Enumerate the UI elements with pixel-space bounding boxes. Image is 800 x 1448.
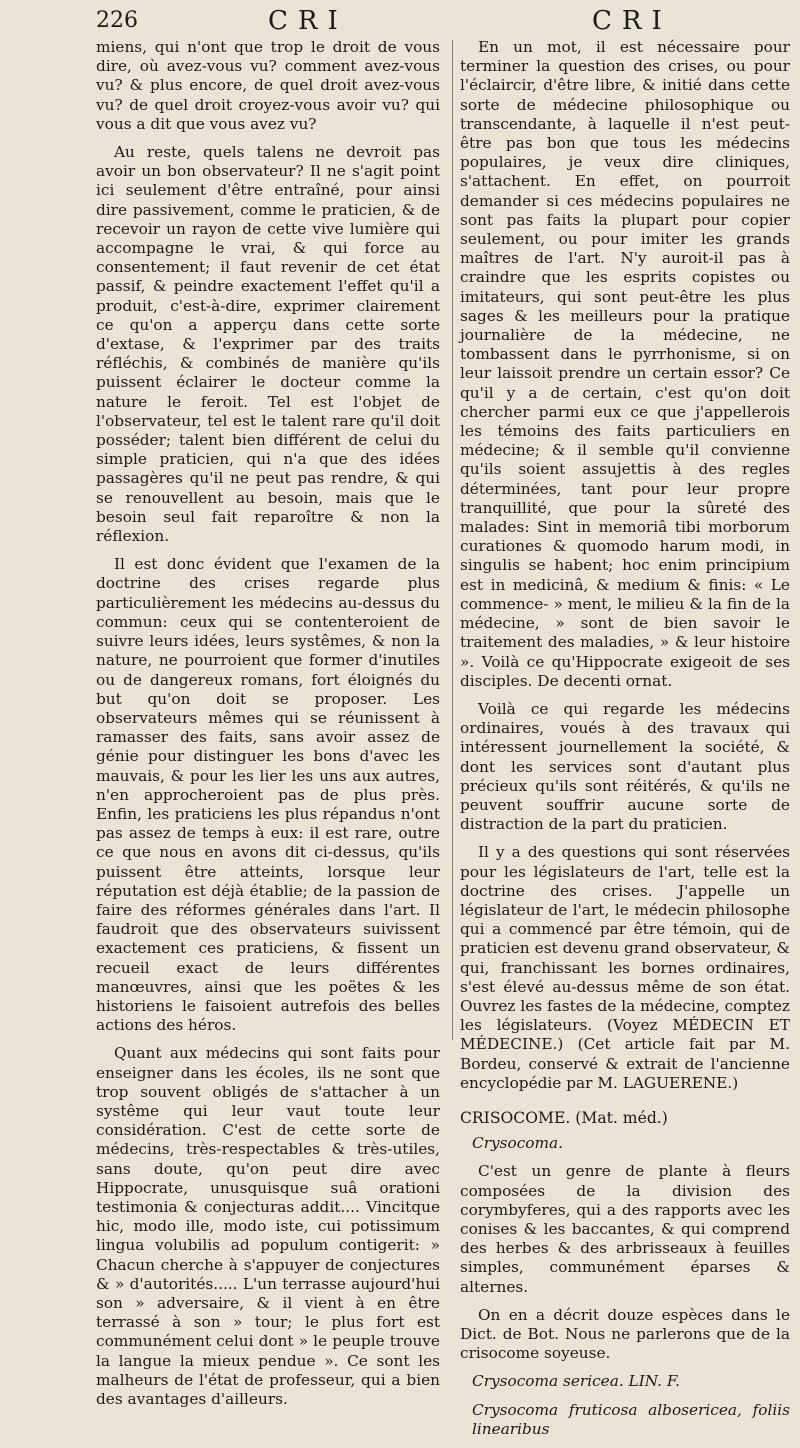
- species-line: Crysocoma sericea. LIN. F.: [472, 1372, 680, 1391]
- right-column: [460, 38, 790, 1448]
- column-divider: [452, 40, 453, 1040]
- left-paragraph: Quant aux médecins qui sont faits pour enseigner dans les écoles, ils ne sont que trop souvent obligés de s'attacher à un systême qui leur vaut toute leur considération. C'est de cette sorte de médecins, très-respectables & très-utiles, sans doute, qu'on peut dire avec Hippocrate, unusquisque suâ orationi testimonia & conjecturas addit.... Vincitque hic, modo ille, modo iste, cui potissimum lingua volubilis ad populum contigerit: » Chacun cherche à s'appuyer de conjectures & » d'autorités..... L'un terrasse aujourd'hui son » adversaire, & il vient à en être terrassé à son » tour; le plus fort est communément celui dont » le peuple trouve la langue la mieux pendue ». Ce sont les malheurs de l'état de professeur, qui a bien des avantages d'ailleurs.: [96, 1044, 440, 1409]
- article-paragraph: On en a décrit douze espèces dans le Dict. de Bot. Nous ne parlerons que de la crisocome soyeuse.: [460, 1305, 790, 1363]
- right-paragraph: Voilà ce qui regarde les médecins ordinaires, voués à des travaux qui intéressent journellement la société, & dont les services sont d'autant plus précieux qu'ils sont réitérés, & qu'ils ne peuvent souffrir aucune sorte de distraction de la part du praticien.: [460, 699, 790, 834]
- running-head-left: CRI: [268, 6, 348, 36]
- right-paragraph: En un mot, il est nécessaire pour terminer la question des crises, ou pour l'éclaircir, d'être libre, & initié dans cette sorte de médecine philosophique ou transcendante, à laquelle il n'est peut-être pas bon que tous les médecins populaires, je veux dire cliniques, s'attachent. En effet, on pourroit demander si ces médecins populaires ne sont pas faits la plupart pour copier seulement, ou pour imiter les grands maîtres de l'art. N'y auroit-il pas à craindre que les esprits copistes ou imitateurs, qui sont peut-être les plus sages & les meilleurs pour la pratique journalière de la médecine, ne tombassent dans le pyrrhonisme, si on leur laissoit prendre un certain essor? Ce qu'il y a de certain, c'est qu'on doit chercher parmi eux ce que j'appellerois les témoins des faits particuliers en médecine; & il semble qu'il convienne qu'ils soient assujettis à des regles déterminées, tant pour leur propre tranquillité, que pour la sûreté des malades: Sint in memoriâ tibi morborum curationes & quomodo harum modi, in singulis se habent; hoc enim principium est in medicinâ, & medium & finis: « Le commence- » ment, le milieu & la fin de la médecine, » sont de bien savoir le traitement des maladies, » & leur histoire ». Voilà ce qu'Hippocrate exigeoit de ses disciples. De decenti ornat.: [460, 38, 790, 690]
- left-column: [96, 38, 440, 1418]
- left-paragraph: Au reste, quels talens ne devroit pas avoir un bon observateur? Il ne s'agit point ici seulement d'être entraîné, pour ainsi dire passivement, comme le praticien, & de recevoir un rayon de cette vive lumière qui accompagne le vrai, & qui force au consentement; il faut revenir de cet état passif, & peindre exactement l'effet qu'il a produit, c'est-à-dire, exprimer clairement ce qu'on a apperçu dans cette sorte d'extase, & l'exprimer par des traits réfléchis, & combinés de manière qu'ils puissent éclairer le docteur comme la nature le feroit. Tel est l'objet de l'observateur, tel est le talent rare qu'il doit posséder; talent bien différent de celui du simple praticien, qui n'a que des idées passagères qu'il ne peut pas rendre, & qui se renouvellent au besoin, mais que le besoin seul fait reparoître & non la réflexion.: [96, 143, 440, 546]
- article-paragraph: C'est un genre de plante à fleurs composées de la division des corymbyferes, qui a des rapports avec les conises & les baccantes, & qui comprend des herbes & des arbrisseaux à feuilles simples, communément éparses & alternes.: [460, 1162, 790, 1296]
- right-paragraph: Il y a des questions qui sont réservées pour les législateurs de l'art, telle est la doctrine des crises. J'appelle un législateur de l'art, le médecin philosophe qui a commencé par être témoin, qui de praticien est devenu grand observateur, & qui, franchissant les bornes ordinaires, s'est élevé au-dessus même de son état. Ouvrez les fastes de la médecine, comptez les législateurs. (Voyez MÉDECIN ET MÉDECINE.) (Cet article fait par M. Bordeu, conservé & extrait de l'ancienne encyclopédie par M. LAGUERENE.): [460, 843, 790, 1092]
- running-head-right: CRI: [592, 6, 672, 36]
- left-paragraph: miens, qui n'ont que trop le droit de vous dire, où avez-vous vu? comment avez-vous vu? & plus encore, de quel droit avez-vous vu? de quel droit croyez-vous avoir vu? qui vous a dit que vous avez vu?: [96, 38, 440, 133]
- article-headword: CRISOCOME. (Mat. méd.): [460, 1108, 668, 1127]
- species-description: Crysocoma fruticosa albosericea, foliis linearibus: [472, 1400, 790, 1438]
- page-header: [0, 6, 800, 40]
- latin-name: Crysocoma.: [472, 1134, 563, 1153]
- page-number: 226: [96, 8, 138, 33]
- left-paragraph: Il est donc évident que l'examen de la doctrine des crises regarde plus particulièrement les médecins au-dessus du commun: ceux qui se contenteroient de suivre leurs idées, leurs systêmes, & non la nature, ne pourroient que former d'inutiles ou de dangereux romans, fort éloignés du but qu'on doit se proposer. Les observateurs mêmes qui se réunissent à ramasser des faits, sans avoir assez de génie pour distinguer les bons d'avec les mauvais, & pour les lier les uns aux autres, n'en approcheroient pas de plus près. Enfin, les praticiens les plus répandus n'ont pas assez de temps à eux: il est rare, outre ce que nous en avons dit ci-dessus, qu'ils puissent être atteints, lorsque leur réputation est déjà établie; de la passion de faire des réformes générales dans l'art. Il faudroit que des observateurs suivissent exactement ces praticiens, & fissent un recueil exact de leurs différentes manœuvres, ainsi que les poëtes & les historiens le faisoient autrefois des belles actions des héros.: [96, 555, 440, 1035]
